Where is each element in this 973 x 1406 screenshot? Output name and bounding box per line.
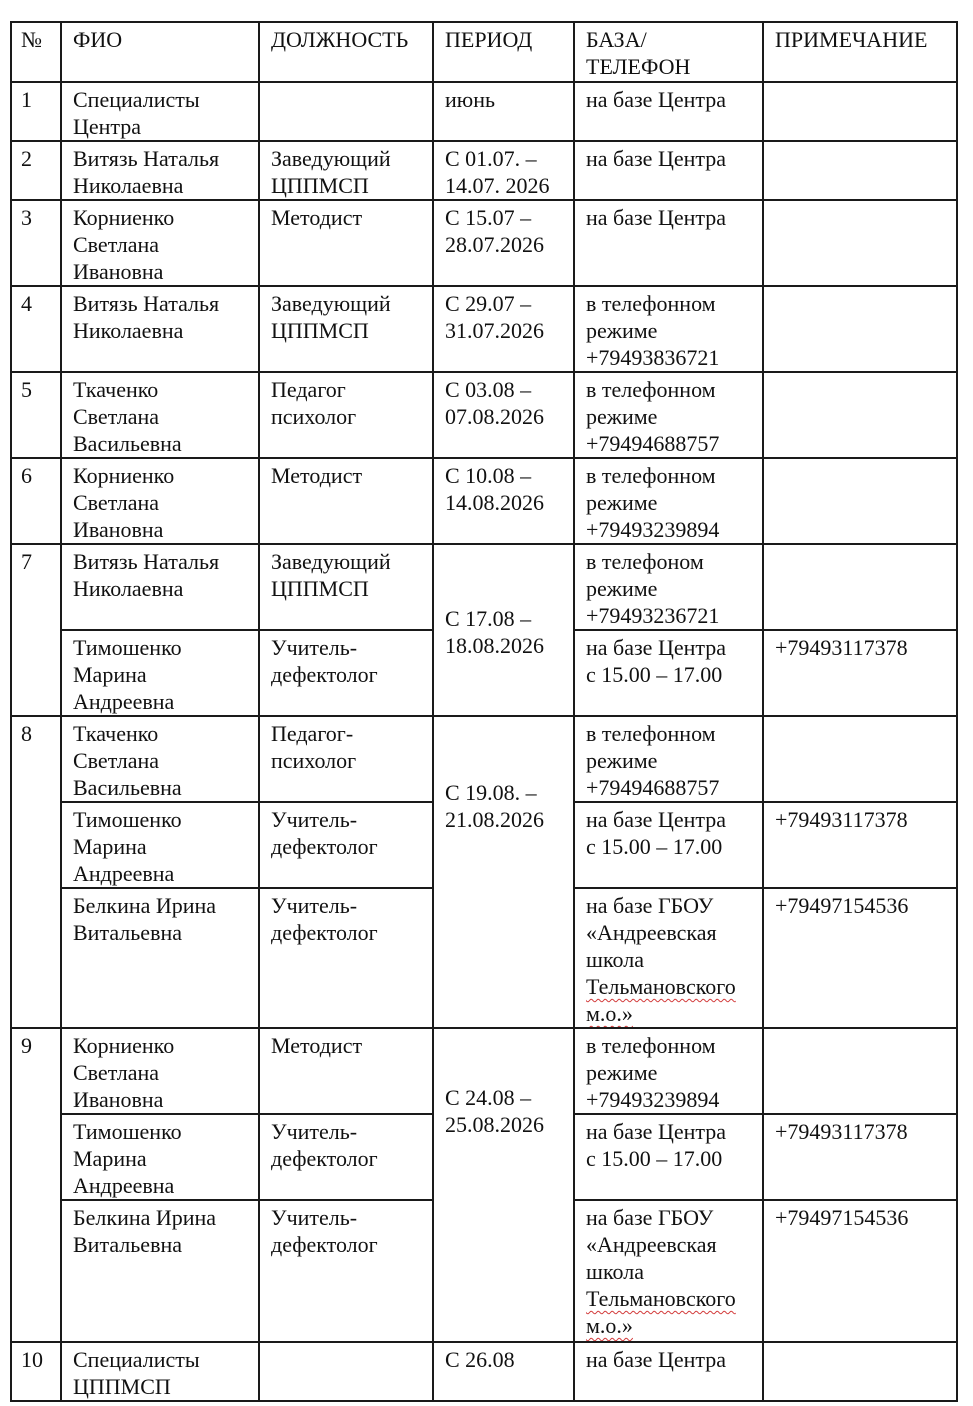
cell-position: Учитель- дефектолог [259, 888, 433, 1028]
cell-fio: Ткаченко Светлана Васильевна [61, 716, 259, 802]
cell-fio: Специалисты Центра [61, 82, 259, 141]
cell-fio: Белкина Ирина Витальевна [61, 1200, 259, 1342]
cell-position: Учитель- дефектолог [259, 1200, 433, 1342]
cell-fio: Витязь Наталья Николаевна [61, 286, 259, 372]
cell-base: на базе Центра с 15.00 – 17.00 [574, 630, 763, 716]
cell-fio: Белкина Ирина Витальевна [61, 888, 259, 1028]
cell-note: +79493117378 [763, 802, 957, 888]
table-row [11, 372, 957, 458]
header-fio: ФИО [61, 22, 259, 82]
cell-fio: Витязь Наталья Николаевна [61, 141, 259, 200]
cell-num: 8 [11, 716, 61, 1028]
cell-base: в телефонном режиме +79493239894 [574, 458, 763, 544]
cell-fio: Тимошенко Марина Андреевна [61, 630, 259, 716]
cell-num: 3 [11, 200, 61, 286]
header-num: № [11, 22, 61, 82]
cell-note [763, 716, 957, 802]
cell-num: 5 [11, 372, 61, 458]
cell-period: С 03.08 – 07.08.2026 [433, 372, 574, 458]
cell-period: С 10.08 – 14.08.2026 [433, 458, 574, 544]
cell-position: Методист [259, 200, 433, 286]
cell-fio: Ткаченко Светлана Васильевна [61, 372, 259, 458]
header-period: ПЕРИОД [433, 22, 574, 82]
header-base: БАЗА/ ТЕЛЕФОН [574, 22, 763, 82]
cell-note: +79497154536 [763, 888, 957, 1028]
cell-base: в телефонном режиме +79493239894 [574, 1028, 763, 1114]
cell-base: на базе Центра [574, 200, 763, 286]
cell-note [763, 544, 957, 630]
spellcheck-word: м.о.» [586, 1313, 633, 1338]
cell-note [763, 286, 957, 372]
cell-fio: Корниенко Светлана Ивановна [61, 458, 259, 544]
table-row [11, 544, 957, 630]
cell-fio: Специалисты ЦППМСП [61, 1342, 259, 1401]
cell-base: на базе ГБОУ «Андреевская школа Тельмановского м.о.» [574, 1200, 763, 1342]
cell-base: на базе Центра [574, 82, 763, 141]
cell-note [763, 458, 957, 544]
cell-base: на базе Центра [574, 1342, 763, 1401]
table-row [11, 458, 957, 544]
cell-position: Учитель- дефектолог [259, 802, 433, 888]
cell-note [763, 82, 957, 141]
cell-base: в телефонном режиме +79494688757 [574, 716, 763, 802]
cell-note [763, 372, 957, 458]
cell-fio: Тимошенко Марина Андреевна [61, 802, 259, 888]
cell-base: на базе Центра с 15.00 – 17.00 [574, 802, 763, 888]
cell-position: Заведующий ЦППМСП [259, 141, 433, 200]
header-note: ПРИМЕЧАНИЕ [763, 22, 957, 82]
cell-period: С 26.08 [433, 1342, 574, 1401]
spellcheck-word: м.о.» [586, 1001, 633, 1026]
cell-note: +79497154536 [763, 1200, 957, 1342]
cell-fio: Тимошенко Марина Андреевна [61, 1114, 259, 1200]
cell-num: 10 [11, 1342, 61, 1401]
cell-position: Учитель- дефектолог [259, 1114, 433, 1200]
cell-num: 9 [11, 1028, 61, 1342]
table-header-row [11, 22, 957, 82]
table-row [11, 716, 957, 802]
cell-period: С 29.07 – 31.07.2026 [433, 286, 574, 372]
table-row [11, 200, 957, 286]
cell-position: Методист [259, 458, 433, 544]
cell-period: июнь [433, 82, 574, 141]
cell-period: С 24.08 – 25.08.2026 [433, 1028, 574, 1342]
cell-position: Заведующий ЦППМСП [259, 544, 433, 630]
cell-period: С 17.08 – 18.08.2026 [433, 544, 574, 716]
cell-position: Педагог психолог [259, 372, 433, 458]
cell-fio: Витязь Наталья Николаевна [61, 544, 259, 630]
cell-position [259, 82, 433, 141]
cell-num: 6 [11, 458, 61, 544]
cell-note: +79493117378 [763, 630, 957, 716]
document-page [10, 21, 958, 1402]
cell-note: +79493117378 [763, 1114, 957, 1200]
table-row [11, 1028, 957, 1114]
spellcheck-word: Тельмановского [586, 974, 736, 999]
cell-period: С 15.07 – 28.07.2026 [433, 200, 574, 286]
cell-fio: Корниенко Светлана Ивановна [61, 200, 259, 286]
cell-num: 7 [11, 544, 61, 716]
cell-base: на базе Центра [574, 141, 763, 200]
cell-num: 1 [11, 82, 61, 141]
cell-num: 2 [11, 141, 61, 200]
table-row [11, 286, 957, 372]
schedule-table [10, 21, 958, 1402]
cell-note [763, 1028, 957, 1114]
cell-num: 4 [11, 286, 61, 372]
cell-base: в телефонном режиме +79494688757 [574, 372, 763, 458]
cell-period: С 01.07. – 14.07. 2026 [433, 141, 574, 200]
cell-note [763, 141, 957, 200]
cell-position: Заведующий ЦППМСП [259, 286, 433, 372]
cell-position: Учитель- дефектолог [259, 630, 433, 716]
spellcheck-word: Тельмановского [586, 1286, 736, 1311]
cell-base: в телефоном режиме +79493236721 [574, 544, 763, 630]
cell-note [763, 1342, 957, 1401]
table-row [11, 82, 957, 141]
cell-position [259, 1342, 433, 1401]
cell-period: С 19.08. – 21.08.2026 [433, 716, 574, 1028]
cell-position: Методист [259, 1028, 433, 1114]
table-row [11, 141, 957, 200]
cell-fio: Корниенко Светлана Ивановна [61, 1028, 259, 1114]
cell-note [763, 200, 957, 286]
cell-base: в телефонном режиме +79493836721 [574, 286, 763, 372]
cell-base: на базе Центра с 15.00 – 17.00 [574, 1114, 763, 1200]
cell-base: на базе ГБОУ «Андреевская школа Тельмановского м.о.» [574, 888, 763, 1028]
header-position: ДОЛЖНОСТЬ [259, 22, 433, 82]
cell-position: Педагог- психолог [259, 716, 433, 802]
table-row [11, 1342, 957, 1401]
